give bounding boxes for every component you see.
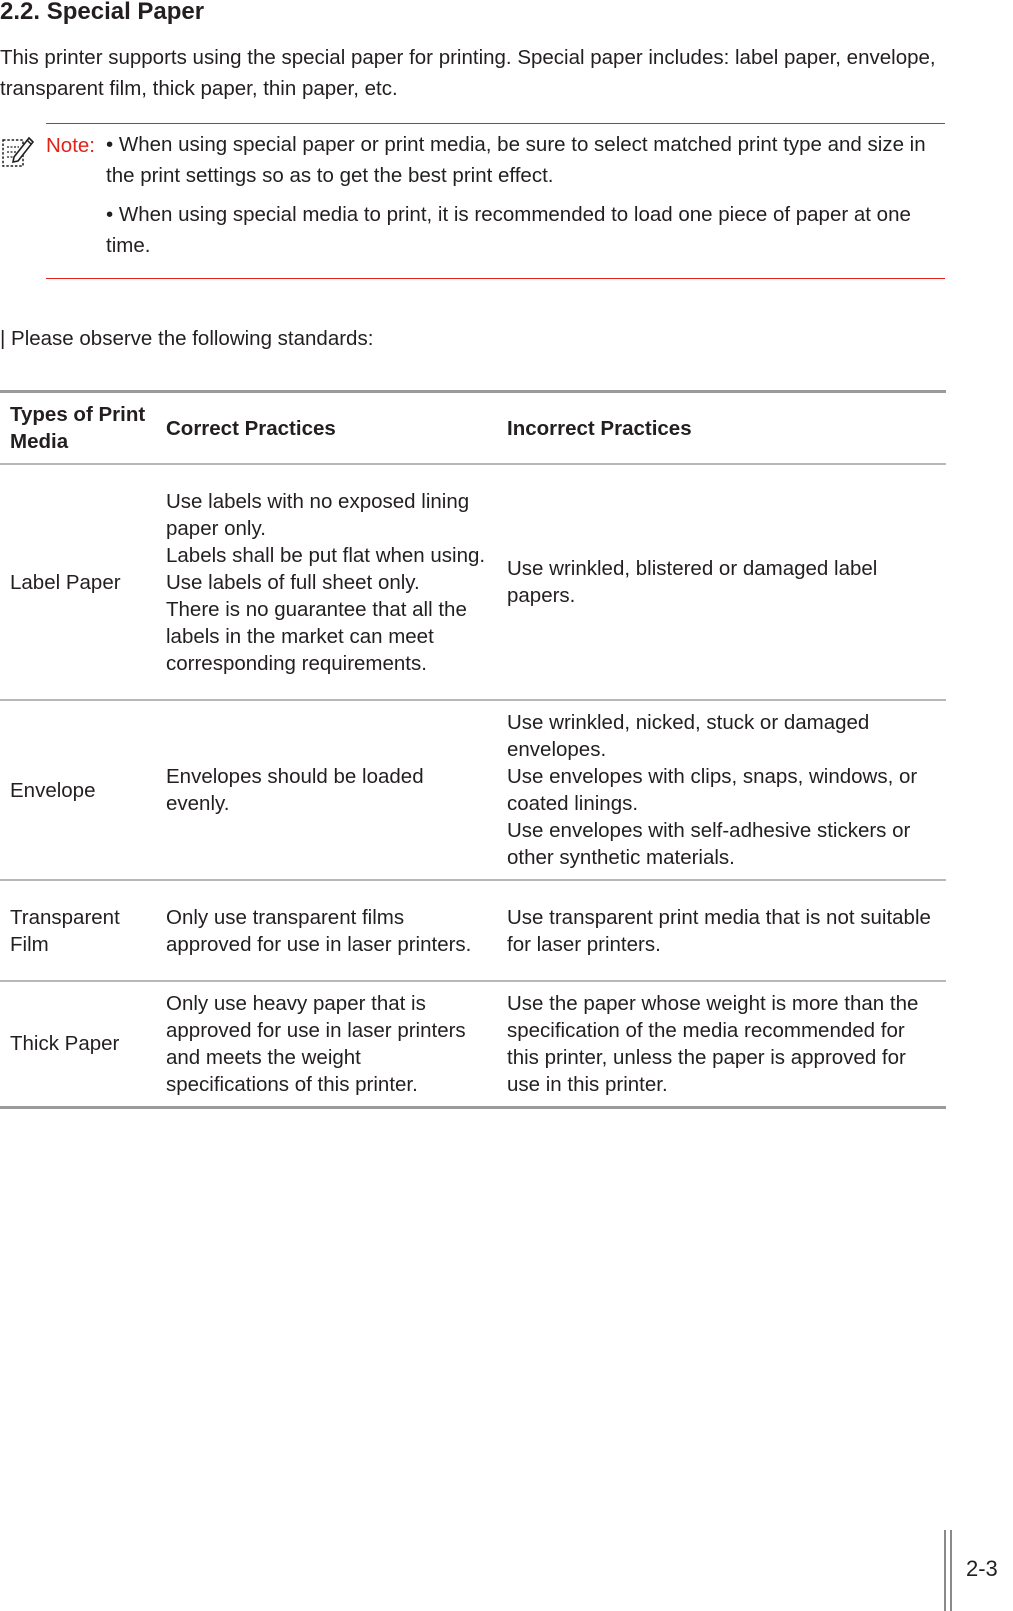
intro-paragraph: This printer supports using the special paper for printing. Special paper includes: label paper, envelope, transparent film, thick paper, thin paper, etc. xyxy=(0,46,936,100)
correct-line: Envelopes should be loaded evenly. xyxy=(166,765,424,815)
correct-cell xyxy=(156,464,497,700)
note-pencil-icon xyxy=(0,133,36,169)
correct-line: Use labels of full sheet only. xyxy=(166,570,420,594)
table-header-row xyxy=(0,392,946,465)
media-type-cell: Envelope xyxy=(0,700,156,880)
page-number: 2-3 xyxy=(966,1556,998,1581)
table-row xyxy=(0,981,946,1107)
incorrect-line: Use envelopes with self-adhesive stickers or other synthetic materials. xyxy=(507,819,911,869)
correct-line: Only use heavy paper that is approved for use in laser printers and meets the weight specifications of this printer. xyxy=(166,991,466,1096)
note-bottom-rule xyxy=(46,278,945,279)
incorrect-cell xyxy=(497,981,946,1107)
correct-cell xyxy=(156,880,497,981)
correct-line: Use labels with no exposed lining paper only. xyxy=(166,489,470,540)
section-title: 2.2. Special Paper xyxy=(0,0,205,25)
incorrect-line: Use wrinkled, blistered or damaged label papers. xyxy=(507,557,878,607)
media-type-cell: Thick Paper xyxy=(10,1032,120,1056)
media-type-cell: Label Paper xyxy=(0,464,156,700)
correct-line: There is no guarantee that all the labels in the market can meet corresponding requirements. xyxy=(166,597,467,675)
correct-cell xyxy=(156,981,497,1107)
table-row xyxy=(0,464,946,700)
page-marker-bar xyxy=(944,1530,946,1611)
incorrect-cell xyxy=(497,700,946,880)
header-types: Types of Print Media xyxy=(0,392,156,465)
incorrect-line: Use transparent print media that is not suitable for laser printers. xyxy=(507,905,931,956)
note-top-rule xyxy=(46,123,945,124)
incorrect-line: Use the paper whose weight is more than the specification of the media recommended for this printer, unless the paper is approved for use in this printer. xyxy=(507,991,919,1096)
incorrect-cell xyxy=(497,464,946,700)
note-label: Note: xyxy=(46,134,95,157)
incorrect-cell xyxy=(497,880,946,981)
media-type-cell: Transparent Film xyxy=(0,880,156,981)
incorrect-line: Use wrinkled, nicked, stuck or damaged envelopes. xyxy=(507,711,870,761)
correct-line: Labels shall be put flat when using. xyxy=(166,543,486,567)
observe-standards-text: | Please observe the following standards: xyxy=(0,327,374,350)
table-row xyxy=(0,700,946,880)
table-row xyxy=(0,880,946,981)
note-item-2: • When using special media to print, it is recommended to load one piece of paper at one time. xyxy=(106,203,911,257)
note-item-1: • When using special paper or print media, be sure to select matched print type and size in the print settings so as to get the best print effect. xyxy=(106,133,926,187)
page-marker-bar xyxy=(950,1530,952,1611)
header-correct: Correct Practices xyxy=(156,392,497,465)
correct-line: Only use transparent films approved for use in laser printers. xyxy=(166,905,472,956)
print-media-standards-table xyxy=(0,390,946,1109)
header-incorrect: Incorrect Practices xyxy=(497,392,946,465)
correct-cell xyxy=(156,700,497,880)
incorrect-line: Use envelopes with clips, snaps, windows, or coated linings. xyxy=(507,765,918,815)
